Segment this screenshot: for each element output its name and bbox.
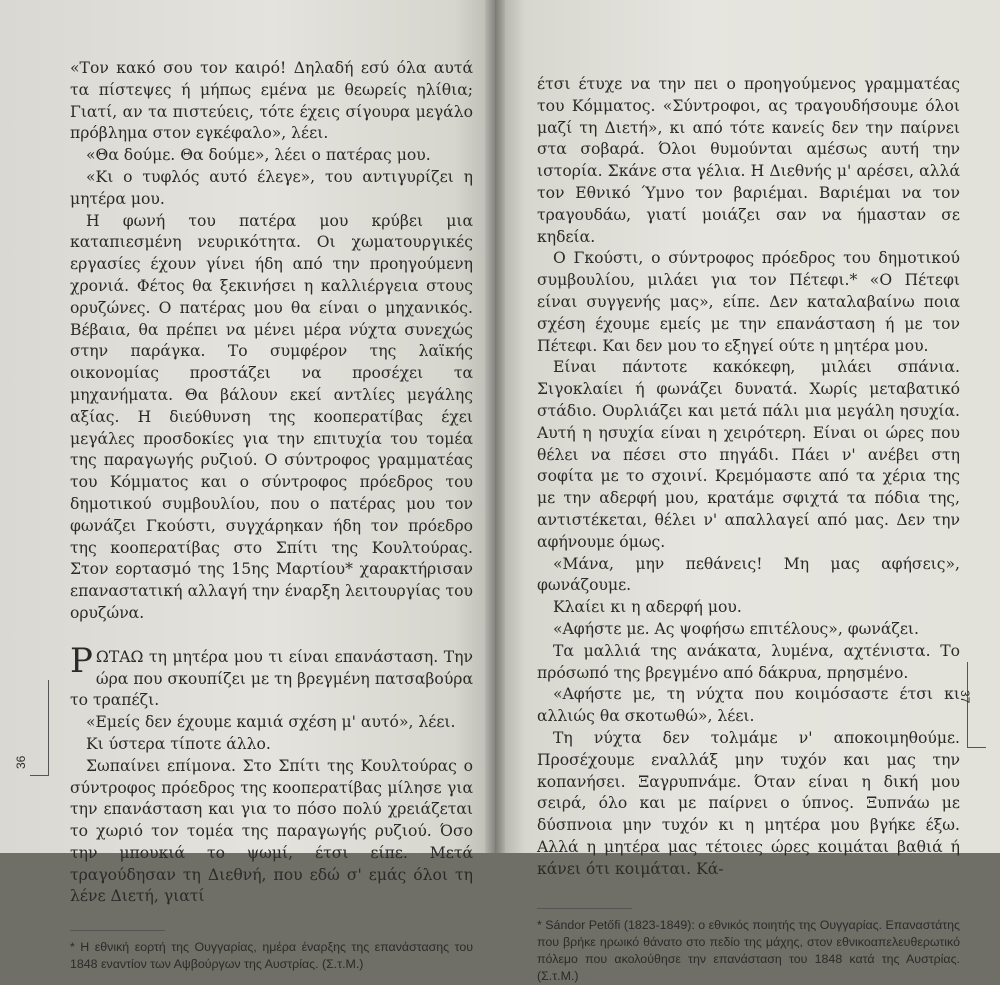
paragraph: Τα μαλλιά της ανάκατα, λυμένα, αχτένιστα. Το πρόσωπό της βρεγμένο από δάκρυα, πρησμένο. bbox=[537, 641, 960, 682]
paragraph: «Κι ο τυφλός αυτό έλεγε», του αντιγυρίζει η μητέρα μου. bbox=[70, 167, 473, 208]
paragraph: «Μάνα, μην πεθάνεις! Μη μας αφήσεις», φωνάζουμε. bbox=[537, 554, 960, 595]
left-page-text bbox=[70, 58, 473, 908]
right-footnote bbox=[537, 917, 960, 985]
paragraph: Κι ύστερα τίποτε άλλο. bbox=[86, 734, 271, 753]
footnote-text: * Η εθνική εορτή της Ουγγαρίας, ημέρα έναρξης της επανάστασης του 1848 εναντίον των Αψβούργων της Αυστρίας. (Σ.τ.Μ.) bbox=[70, 940, 473, 972]
right-page bbox=[495, 0, 1000, 984]
paragraph: Σωπαίνει επίμονα. Στο Σπίτι της Κουλτούρας ο σύντροφος πρόεδρος της κοοπερατίβας μίλησε για την επανάσταση και για το πόσο πολύ χρειάζεται το χωριό τον τομέα της παραγωγής ρυζιού. Όσο την μπουκιά το ψωμί, έτσι είπε. Μετά τραγούδησαν τη Διεθνή, που εδώ σ' εμάς όλοι τη λένε Διετή, γιατί bbox=[70, 756, 473, 906]
dropcap: Ρ bbox=[70, 640, 93, 681]
right-page-text bbox=[537, 74, 960, 880]
paragraph: «Αφήστε με. Ας ψοφήσω επιτέλους», φωνάζει. bbox=[553, 619, 919, 638]
paragraph: Κλαίει κι η αδερφή μου. bbox=[553, 598, 742, 617]
paragraph: «Θα δούμε. Θα δούμε», λέει ο πατέρας μου. bbox=[86, 146, 431, 165]
page-number-marker bbox=[14, 680, 49, 776]
paragraph: Είναι πάντοτε κακόκεφη, μιλάει σπάνια. Σιγοκλαίει ή φωνάζει δυνατά. Χωρίς μεταβατικό στάδιο. Ουρλιάζει και μετά πάλι μια μεγάλη ησυχία. Αυτή η ησυχία είναι η χειρότερη. Είναι οι ώρες που θέλει να πέσει στο πηγάδι. Πάει ν' ανέβει στη σοφίτα με το σχοινί. Κρεμόμαστε από τα χέρια της με την αδερφή μου, κρατάμε σφιχτά τα πόδια της, αντιστέκεται, θέλει ν' απαλλαγεί από μας. Δεν την αφήνουμε όμως. bbox=[537, 358, 960, 551]
page-number: 36 bbox=[14, 755, 28, 769]
footnote-text: * Sándor Petőfi (1823-1849): ο εθνικός ποιητής της Ουγγαρίας. Επαναστάτης που βρήκε ηρωικό θάνατο στο πεδίο της μάχης, στον εθνικοαπελευθερωτικό πόλεμο που ακολούθησε την επανάσταση του 1848 κατά της Αυστρίας. (Σ.τ.Μ.) bbox=[537, 918, 960, 984]
paragraph: Η φωνή του πατέρα μου κρύβει μια καταπιεσμένη νευρικότητα. Οι χωματουργικές εργασίες έχουν γίνει ήδη από την προηγούμενη χρονιά. Φέτος θα ξεκινήσει η καλλιέργεια στους ορυζώνες. Ο πατέρας μου θα είναι ο μηχανικός. Βέβαια, θα πρέπει να μένει μέρα νύχτα συνεχώς στην παράγκα. Το συμφέρον της λαϊκής οικονομίας προστάζει να προσέχει τα μηχανήματα. Θα βάλουν εκεί αντλίες μεγάλης αξίας. Η διεύθυνση της κοοπερατίβας έχει μεγάλες προσδοκίες για την επιτυχία του τομέα της παραγωγής ρυζιού. Ο σύντροφος γραμματέας του Κόμματος και ο σύντροφος πρόεδρος του δημοτικού συμβουλίου, που ο πατέρας μου τον φωνάζει Γκούστι, συγχάρηκαν ήδη τον πρόεδρο της κοοπερατίβας στο Σπίτι της Κουλτούρας. Στον εορτασμό της 15ης Μαρτίου* χαρακτήρισαν επαναστατική αλλαγή την έναρξη λειτουργίας του ορυζώνα. bbox=[70, 211, 473, 622]
dropcap-paragraph-text: ΩΤΑΩ τη μητέρα μου τι είναι επανάσταση. Την ώρα που σκουπίζει με τη βρεγμένη πατσαβούρα το τραπέζι. bbox=[70, 647, 473, 710]
paragraph: «Τον κακό σου τον καιρό! Δηλαδή εσύ όλα αυτά τα πίστεψες ή μήπως εμένα με θεωρείς ηλίθια; Γιατί, αν τα πιστεύεις, τότε έχεις σίγουρα μεγάλο πρόβλημα στον εγκέφαλο», λέει. bbox=[70, 59, 473, 143]
footnote-rule bbox=[537, 908, 632, 909]
book-gutter bbox=[485, 0, 505, 853]
page-number: 37 bbox=[958, 690, 972, 704]
footnote-rule bbox=[70, 930, 165, 931]
paragraph: Ο Γκούστι, ο σύντροφος πρόεδρος του δημοτικού συμβουλίου, μιλάει για τον Πέτεφι.* «Ο Πέτεφι είναι συγγενής μας», είπε. Δεν καταλαβαίνω ποια σχέση έχουμε εμείς με την επανάσταση ή με τον Πέτεφι. Και δεν μου το εξηγεί ούτε η μητέρα μου. bbox=[537, 249, 960, 355]
section-opening-paragraph bbox=[70, 640, 473, 712]
left-page bbox=[0, 0, 495, 972]
left-footnote bbox=[70, 939, 473, 973]
paragraph: «Εμείς δεν έχουμε καμιά σχέση μ' αυτό», λέει. bbox=[86, 713, 456, 732]
page-number-marker bbox=[958, 662, 986, 748]
paragraph: έτσι έτυχε να την πει ο προηγούμενος γραμματέας του Κόμματος. «Σύντροφοι, ας τραγουδήσουμε όλοι μαζί τη Διετή», κι από τότε κανείς δεν την παίρνει στα σοβαρά. Όλοι θυμούνται αμέσως αυτή την ιστορία. Σκάνε στα γέλια. Η Διεθνής μ' αρέσει, αλλά τον Εθνικό Ύμνο τον βαριέμαι. Βαριέμαι να τον τραγουδάω, γιατί μοιάζει σαν να ήμασταν σε κηδεία. bbox=[537, 75, 960, 246]
paragraph: Τη νύχτα δεν τολμάμε ν' αποκοιμηθούμε. Προσέχουμε εναλλάξ μην τυχόν και μας την κοπανήσει. Ξαγρυπνάμε. Όταν είναι η δική μου σειρά, όλο και με παίρνει ο ύπνος. Ξυπνάω με δύσπνοια μην τυχόν κι η μητέρα μου βγήκε έξω. Αλλά η μητέρα μας τέτοιες ώρες κοιμάται βαθιά ή κάνει ότι κοιμάται. Κά- bbox=[537, 728, 960, 878]
paragraph: «Αφήστε με, τη νύχτα που κοιμόσαστε έτσι κι αλλιώς θα σκοτωθώ», λέει. bbox=[537, 685, 960, 726]
